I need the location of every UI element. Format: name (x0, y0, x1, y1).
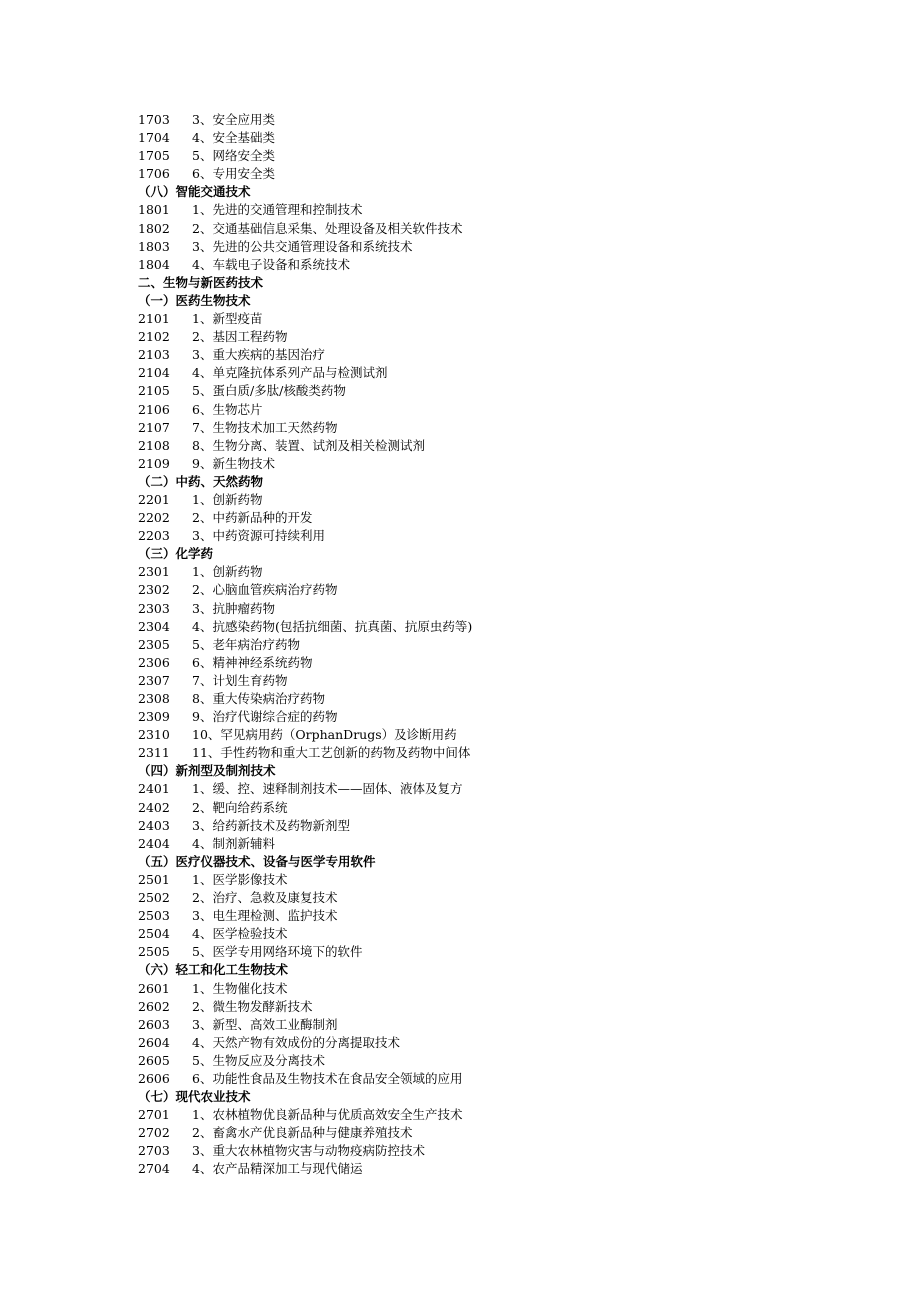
section-heading-text: （八）智能交通技术 (138, 184, 251, 200)
list-item (138, 835, 838, 853)
list-item (138, 147, 838, 165)
section-heading-text: （六）轻工和化工生物技术 (138, 962, 289, 978)
item-text: 1、创新药物 (192, 564, 263, 580)
item-text: 6、生物芯片 (192, 401, 263, 417)
item-text: 3、先进的公共交通管理设备和系统技术 (192, 238, 413, 254)
item-code: 2202 (138, 510, 170, 526)
item-code: 2503 (138, 908, 170, 924)
list-item (138, 726, 838, 744)
list-item (138, 165, 838, 183)
item-text: 2、畜禽水产优良新品种与健康养殖技术 (192, 1125, 413, 1141)
item-text: 5、网络安全类 (192, 148, 275, 164)
item-text: 8、重大传染病治疗药物 (192, 691, 325, 706)
item-text: 10、罕见病用药（OrphanDrugs）及诊断用药 (192, 727, 457, 743)
item-code: 2403 (138, 817, 170, 833)
item-code: 2105 (138, 383, 170, 399)
item-code: 2306 (138, 654, 170, 670)
item-text: 9、治疗代谢综合症的药物 (192, 709, 338, 725)
section-heading-text: （四）新剂型及制剂技术 (138, 763, 276, 779)
item-code: 2702 (138, 1125, 170, 1141)
item-text: 5、医学专用网络环境下的软件 (192, 944, 363, 960)
list-item (138, 636, 838, 654)
section-heading-text: （五）医疗仪器技术、设备与医学专用软件 (138, 853, 376, 869)
list-item (138, 871, 838, 889)
item-code: 2303 (138, 600, 170, 616)
list-item (138, 1034, 838, 1052)
item-text: 1、创新药物 (192, 491, 263, 507)
item-text: 3、抗肿瘤药物 (192, 600, 275, 616)
list-item (138, 238, 838, 256)
list-item (138, 817, 838, 835)
item-text: 4、天然产物有效成份的分离提取技术 (192, 1034, 400, 1050)
item-code: 2106 (138, 401, 170, 417)
item-code: 2402 (138, 799, 170, 815)
list-item (138, 220, 838, 238)
item-code: 2703 (138, 1143, 170, 1159)
section-heading (138, 183, 838, 201)
list-item (138, 437, 838, 455)
item-code: 1705 (138, 148, 170, 164)
list-item (138, 581, 838, 599)
item-text: 6、专用安全类 (192, 166, 275, 182)
item-code: 2307 (138, 672, 170, 688)
list-item (138, 401, 838, 419)
list-item (138, 1106, 838, 1124)
item-code: 2302 (138, 582, 170, 598)
item-text: 3、重大农林植物灾害与动物疫病防控技术 (192, 1143, 425, 1159)
list-item (138, 799, 838, 817)
item-code: 2603 (138, 1016, 170, 1032)
item-code: 2701 (138, 1107, 170, 1123)
item-text: 3、重大疾病的基因治疗 (192, 347, 325, 363)
list-item (138, 690, 838, 708)
item-code: 2305 (138, 636, 170, 652)
list-item (138, 980, 838, 998)
item-text: 2、交通基础信息采集、处理设备及相关软件技术 (192, 220, 463, 236)
list-item (138, 1052, 838, 1070)
item-code: 2601 (138, 980, 170, 996)
item-text: 3、给药新技术及药物新剂型 (192, 817, 350, 833)
item-text: 3、新型、高效工业酶制剂 (192, 1016, 338, 1032)
item-text: 7、计划生育药物 (192, 672, 288, 688)
item-code: 2404 (138, 835, 170, 851)
list-item (138, 364, 838, 382)
section-heading (138, 274, 838, 292)
section-heading (138, 853, 838, 871)
item-code: 2401 (138, 781, 170, 797)
item-text: 1、医学影像技术 (192, 871, 288, 887)
item-text: 9、新生物技术 (192, 455, 275, 471)
item-text: 4、农产品精深加工与现代储运 (192, 1161, 363, 1177)
item-text: 1、先进的交通管理和控制技术 (192, 202, 363, 218)
item-text: 5、生物反应及分离技术 (192, 1052, 325, 1068)
list-item (138, 618, 838, 636)
item-code: 2309 (138, 709, 170, 725)
item-code: 2502 (138, 890, 170, 906)
item-text: 6、功能性食品及生物技术在食品安全领域的应用 (192, 1070, 463, 1086)
section-heading (138, 762, 838, 780)
item-text: 5、蛋白质/多肽/核酸类药物 (192, 383, 346, 399)
section-heading-text: （一）医药生物技术 (138, 292, 251, 308)
section-heading-text: （七）现代农业技术 (138, 1089, 251, 1105)
section-heading (138, 1088, 838, 1106)
item-code: 1704 (138, 130, 170, 146)
list-item (138, 654, 838, 672)
item-text: 4、单克隆抗体系列产品与检测试剂 (192, 365, 388, 381)
list-item (138, 509, 838, 527)
item-code: 2108 (138, 437, 170, 453)
item-code: 2102 (138, 329, 170, 345)
item-text: 1、新型疫苗 (192, 311, 263, 327)
list-item (138, 455, 838, 473)
item-code: 1801 (138, 202, 170, 218)
list-item (138, 563, 838, 581)
section-heading-text: （三）化学药 (138, 546, 214, 562)
item-code: 2304 (138, 618, 170, 634)
section-heading (138, 292, 838, 310)
list-item (138, 491, 838, 509)
item-code: 2104 (138, 365, 170, 381)
list-item (138, 998, 838, 1016)
item-code: 2109 (138, 455, 170, 471)
section-heading-text: （二）中药、天然药物 (138, 473, 264, 489)
list-item (138, 907, 838, 925)
list-item (138, 780, 838, 798)
item-text: 4、车载电子设备和系统技术 (192, 256, 350, 272)
list-item (138, 256, 838, 274)
item-code: 2103 (138, 347, 170, 363)
item-text: 4、制剂新辅料 (192, 835, 275, 851)
item-text: 8、生物分离、装置、试剂及相关检测试剂 (192, 437, 425, 453)
item-text: 4、医学检验技术 (192, 926, 288, 942)
item-code: 2201 (138, 491, 170, 507)
item-text: 3、安全应用类 (192, 112, 275, 127)
item-text: 4、抗感染药物(包括抗细菌、抗真菌、抗原虫药等) (192, 618, 473, 634)
item-code: 2606 (138, 1070, 170, 1086)
item-text: 4、安全基础类 (192, 130, 275, 146)
item-text: 2、中药新品种的开发 (192, 510, 313, 526)
list-item (138, 111, 838, 129)
list-item (138, 600, 838, 618)
item-text: 1、缓、控、速释制剂技术——固体、液体及复方 (192, 781, 463, 797)
item-text: 3、中药资源可持续利用 (192, 528, 325, 544)
item-code: 2203 (138, 528, 170, 544)
list-item (138, 1142, 838, 1160)
list-item (138, 1124, 838, 1142)
item-text: 1、生物催化技术 (192, 980, 288, 996)
list-item (138, 1160, 838, 1178)
item-text: 2、靶向给药系统 (192, 799, 288, 815)
item-code: 2501 (138, 871, 170, 887)
item-code: 2704 (138, 1161, 170, 1177)
list-item (138, 527, 838, 545)
item-code: 1706 (138, 166, 170, 182)
item-code: 2107 (138, 419, 170, 435)
section-heading (138, 961, 838, 979)
list-item (138, 328, 838, 346)
list-item (138, 201, 838, 219)
list-item (138, 889, 838, 907)
item-text: 2、微生物发酵新技术 (192, 998, 313, 1014)
item-code: 1802 (138, 220, 170, 236)
item-text: 7、生物技术加工天然药物 (192, 419, 338, 435)
item-code: 2505 (138, 944, 170, 960)
list-item (138, 744, 838, 762)
item-code: 2101 (138, 311, 170, 327)
section-heading (138, 473, 838, 491)
document-page (138, 111, 838, 1179)
item-code: 2504 (138, 926, 170, 942)
item-code: 2602 (138, 998, 170, 1014)
list-item (138, 310, 838, 328)
list-item (138, 672, 838, 690)
list-item (138, 346, 838, 364)
item-text: 5、老年病治疗药物 (192, 636, 300, 652)
item-text: 1、农林植物优良新品种与优质高效安全生产技术 (192, 1107, 463, 1123)
item-code: 2604 (138, 1034, 170, 1050)
item-code: 1703 (138, 112, 170, 127)
list-item (138, 943, 838, 961)
list-item (138, 1016, 838, 1034)
list-item (138, 1070, 838, 1088)
item-text: 3、电生理检测、监护技术 (192, 908, 338, 924)
item-text: 2、心脑血管疾病治疗药物 (192, 582, 338, 598)
item-code: 2311 (138, 745, 170, 761)
item-code: 1804 (138, 256, 170, 272)
item-code: 1803 (138, 238, 170, 254)
item-code: 2310 (138, 727, 170, 743)
list-item (138, 129, 838, 147)
list-item (138, 708, 838, 726)
list-item (138, 419, 838, 437)
item-text: 11、手性药物和重大工艺创新的药物及药物中间体 (192, 745, 471, 761)
item-code: 2308 (138, 691, 170, 706)
item-text: 2、治疗、急救及康复技术 (192, 890, 338, 906)
item-code: 2301 (138, 564, 170, 580)
list-item (138, 925, 838, 943)
item-text: 2、基因工程药物 (192, 329, 288, 345)
section-heading (138, 545, 838, 563)
item-code: 2605 (138, 1052, 170, 1068)
item-text: 6、精神神经系统药物 (192, 654, 313, 670)
list-item (138, 382, 838, 400)
section-heading-text: 二、生物与新医药技术 (138, 274, 264, 290)
